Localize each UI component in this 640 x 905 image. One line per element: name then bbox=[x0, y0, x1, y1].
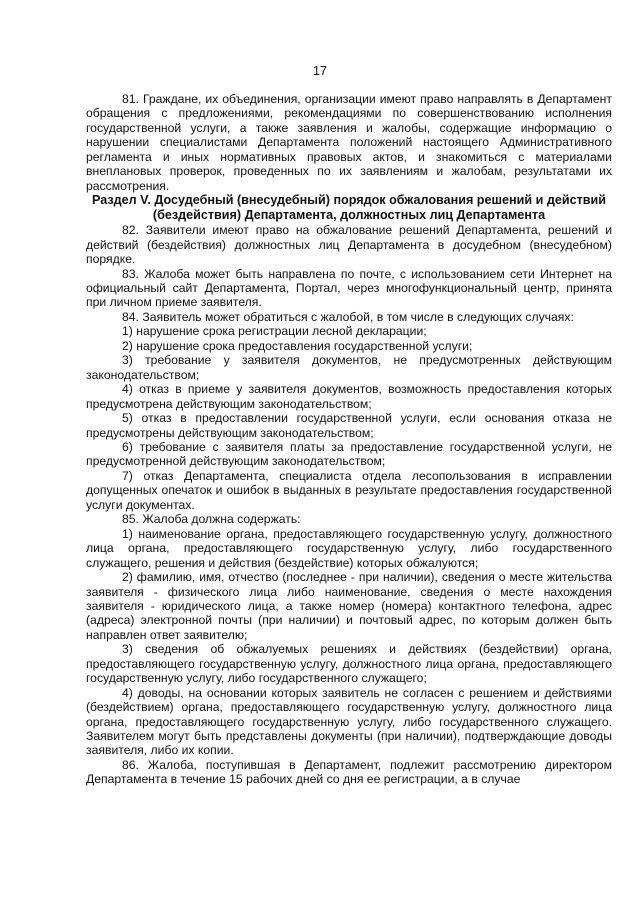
section-title: Раздел V. Досудебный (внесудебный) порядок обжалования решений и действий (бездействия) Департамента, должностных лиц Департамента bbox=[92, 193, 606, 223]
paragraph-86: 86. Жалоба, поступившая в Департамент, подлежит рассмотрению директором Департамента в течение 15 рабочих дней со дня ее регистрации, а в случае bbox=[86, 757, 612, 787]
list-item-84-2: 2) нарушение срока предоставления государственной услуги; bbox=[122, 338, 473, 353]
paragraph-81: 81. Граждане, их объединения, организации имеют право направлять в Департамент обращения с предложениями, рекомендациями по совершенствованию исполнения государственной услуги, а также заявления и жалобы, содержащие информацию о нарушении специалистами Департамента положений настоящего Административного регламента и иных нормативных правовых актов, и знакомиться с материалами внеплановых проверок, проведенных по их заявлениям и жалобам, результатами их рассмотрения. bbox=[86, 92, 612, 193]
list-item-84-6: 6) требование с заявителя платы за предоставление государственной услуги, не предусмотренной действующим законодательством; bbox=[86, 439, 612, 469]
list-item-84-3: 3) требование у заявителя документов, не предусмотренных действующим законодательством; bbox=[86, 353, 612, 382]
paragraph-83: 83. Жалоба может быть направлена по почте, с использованием сети Интернет на официальный сайт Департамента, Портал, через многофункциональный центр, принята при личном приеме заявителя. bbox=[86, 266, 612, 310]
list-item-84-1: 1) нарушение срока регистрации лесной декларации; bbox=[122, 324, 427, 339]
list-item-84-7: 7) отказ Департамента, специалиста отдела лесопользования в исправлении допущенных опечаток и ошибок в выданных в результате предоставления государственной услуги документах. bbox=[86, 468, 612, 512]
list-item-85-1: 1) наименование органа, предоставляющего государственную услугу, должностного лица органа, предоставляющего государственную услугу, либо государственного служащего, решения и действия (бездействие) которых обжалуются; bbox=[86, 526, 612, 570]
paragraph-84: 84. Заявитель может обратиться с жалобой, в том числе в следующих случаях: bbox=[122, 309, 574, 324]
list-item-85-2: 2) фамилию, имя, отчество (последнее - при наличии), сведения о месте жительства заявителя - физического лица либо наименование, сведения о месте нахождения заявителя - юридического лица, а также номер (номера) контактного телефона, адрес (адреса) электронной почты (при наличии) и почтовый адрес, по которым должен быть направлен ответ заявителю; bbox=[86, 570, 612, 642]
list-item-85-3: 3) сведения об обжалуемых решениях и действиях (бездействии) органа, предоставляющего государственную услугу, должностного лица органа, предоставляющего государственную услугу, либо государственного служащего; bbox=[86, 642, 612, 686]
paragraph-82: 82. Заявители имеют право на обжалование решений Департамента, решений и действий (бездействия) должностных лиц Департамента в досудебном (внесудебном) порядке. bbox=[86, 223, 612, 267]
list-item-85-4: 4) доводы, на основании которых заявитель не согласен с решением и действиями (бездействием) органа, предоставляющего государственную услугу, должностного лица органа, предоставляющего государственную услугу, либо государственного служащего. Заявителем могут быть представлены документы (при наличии), подтверждающие доводы заявителя, либо их копии. bbox=[86, 685, 612, 758]
paragraph-85: 85. Жалоба должна содержать: bbox=[122, 512, 301, 527]
page-number: 17 bbox=[313, 64, 327, 78]
list-item-84-5: 5) отказ в предоставлении государственной услуги, если основания отказа не предусмотрены действующим законодательством; bbox=[86, 411, 612, 440]
document-body bbox=[86, 92, 612, 787]
list-item-84-4: 4) отказ в приеме у заявителя документов, возможность предоставления которых предусмотрена действующим законодательством; bbox=[86, 382, 612, 411]
